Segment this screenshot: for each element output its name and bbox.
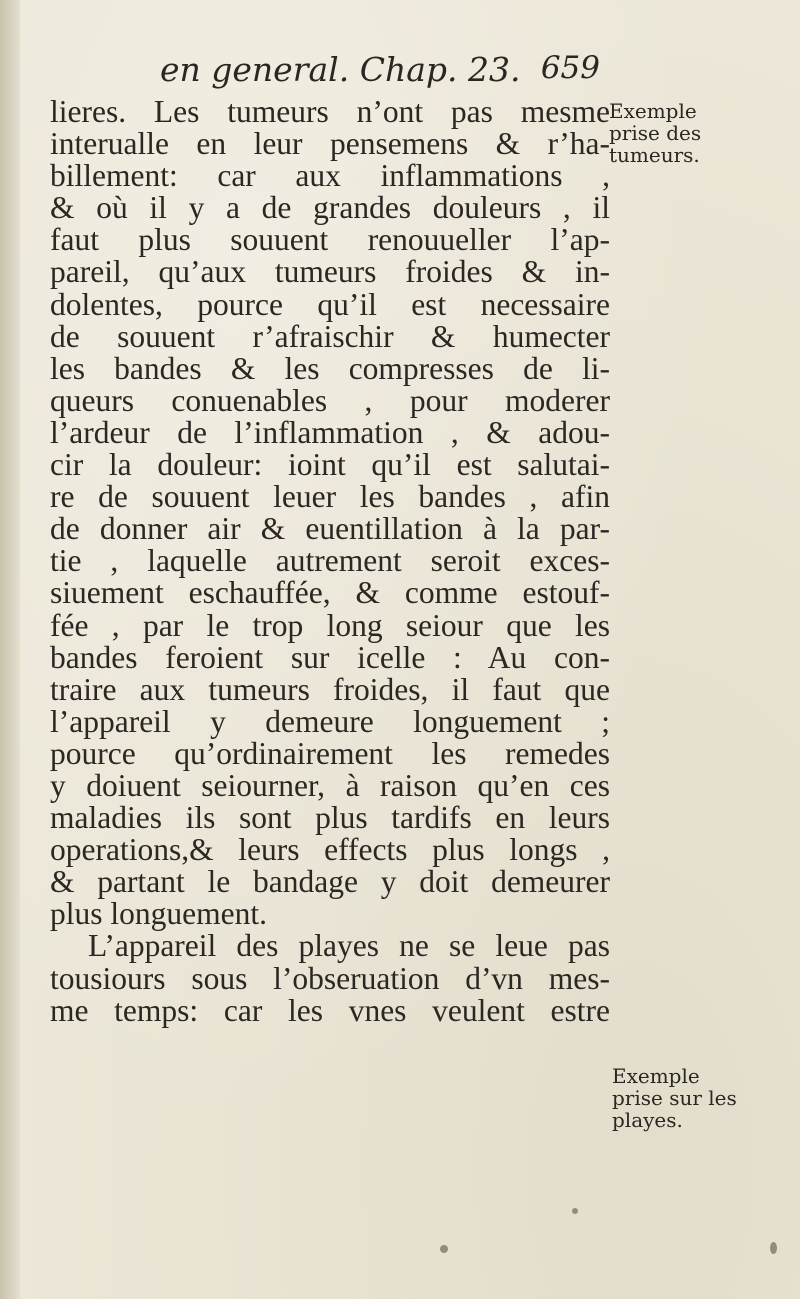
- text-line: les bandes & les compresses de li-: [50, 350, 610, 386]
- text-line: & partant le bandage y doit demeurer: [50, 864, 610, 900]
- margin-note-tumeurs: [609, 100, 799, 166]
- body-text: [50, 96, 610, 1027]
- text-line: traire aux tumeurs froides, il faut que: [50, 671, 610, 707]
- text-line: interualle en leur pensemens & r’ha-: [50, 126, 610, 162]
- text-line: pource qu’ordinairement les remedes: [50, 735, 610, 771]
- text-line: tousiours sous l’obseruation d’vn mes-: [50, 960, 610, 996]
- text-line: & où il y a de grandes douleurs , il: [50, 190, 610, 226]
- ink-spot: [440, 1245, 448, 1253]
- text-line: de souuent r’afraischir & humecter: [50, 318, 610, 354]
- ink-spot: [572, 1208, 578, 1214]
- margin-note-line: playes.: [612, 1108, 683, 1132]
- page-number: 659: [540, 50, 600, 86]
- text-line: pareil, qu’aux tumeurs froides & in-: [50, 254, 610, 290]
- text-line: faut plus souuent renouueller l’ap-: [50, 222, 610, 258]
- text-line: plus longuement.: [50, 896, 267, 932]
- text-line: billement: car aux inflammations ,: [50, 158, 610, 194]
- text-line: operations,& leurs effects plus longs ,: [50, 832, 610, 868]
- text-line: dolentes, pource qu’il est necessaire: [50, 286, 610, 322]
- margin-note-line: Exemple: [612, 1064, 700, 1088]
- margin-note-line: prise des: [609, 121, 702, 145]
- text-line: l’ardeur de l’inflammation , & adou-: [50, 414, 610, 450]
- text-line: y doiuent seiourner, à raison qu’en ces: [50, 767, 610, 803]
- text-line: maladies ils sont plus tardifs en leurs: [50, 800, 610, 836]
- margin-note-line: prise sur les: [612, 1086, 737, 1110]
- text-line: cir la douleur: ioint qu’il est salutai-: [50, 447, 610, 483]
- text-line: lieres. Les tumeurs n’ont pas mesme: [50, 94, 610, 129]
- margin-note-playes: [612, 1065, 800, 1131]
- text-line: queurs conuenables , pour moderer: [50, 382, 610, 418]
- paragraph-first-line: L’appareil des playes ne se leue pas: [88, 928, 610, 964]
- text-line: de donner air & euentillation à la par-: [50, 511, 610, 547]
- text-line: me temps: car les vnes veulent estre: [50, 992, 610, 1028]
- margin-note-line: Exemple: [609, 99, 697, 123]
- text-line: re de souuent leuer les bandes , afin: [50, 479, 610, 515]
- text-line: fée , par le trop long seiour que les: [50, 607, 610, 643]
- page-gutter-edge: [0, 0, 20, 1299]
- ink-spot: [770, 1242, 777, 1254]
- running-title: en general. Chap. 23.: [160, 50, 521, 89]
- text-line: l’appareil y demeure longuement ;: [50, 703, 610, 739]
- margin-note-line: tumeurs.: [609, 143, 700, 167]
- text-line: tie , laquelle autrement seroit exces-: [50, 543, 610, 579]
- page-header: [160, 44, 600, 94]
- text-line: siuement eschauffée, & comme estouf-: [50, 575, 610, 611]
- text-line: bandes feroient sur icelle : Au con-: [50, 639, 610, 675]
